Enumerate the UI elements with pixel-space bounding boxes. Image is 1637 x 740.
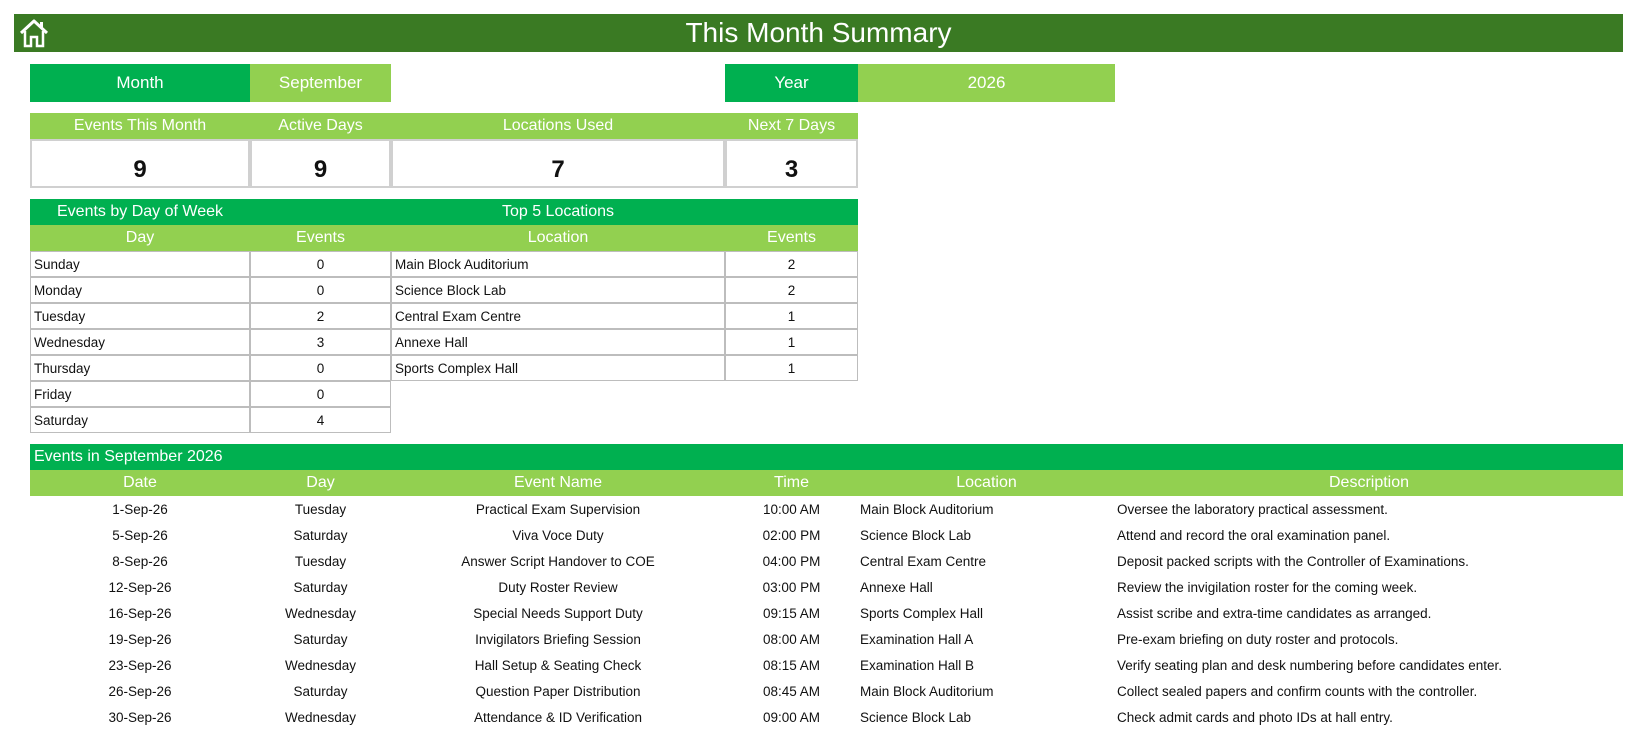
kpi-label-events-this-month: Events This Month bbox=[30, 113, 250, 139]
title-bar bbox=[14, 14, 1623, 52]
event-name: Practical Exam Supervision bbox=[475, 502, 641, 517]
event-date: 8-Sep-26 bbox=[112, 554, 168, 569]
event-description: Oversee the laboratory practical assessment. bbox=[1117, 502, 1388, 517]
by-day-row-day: Saturday bbox=[30, 407, 250, 433]
event-time: 08:45 AM bbox=[762, 684, 821, 699]
by-day-row-events: 4 bbox=[250, 407, 391, 433]
event-date: 1-Sep-26 bbox=[112, 502, 168, 517]
event-date: 23-Sep-26 bbox=[108, 658, 172, 673]
event-day: Wednesday bbox=[284, 658, 357, 673]
top-location-events: 2 bbox=[725, 277, 858, 303]
by-day-row-events: 0 bbox=[250, 355, 391, 381]
top-location-events: 1 bbox=[725, 303, 858, 329]
top-location-events: 2 bbox=[725, 251, 858, 277]
events-title: Events in September 2026 bbox=[30, 444, 1623, 470]
month-label: Month bbox=[30, 64, 250, 102]
event-name: Invigilators Briefing Session bbox=[475, 632, 641, 647]
by-day-row-day: Sunday bbox=[30, 251, 250, 277]
event-day: Saturday bbox=[293, 580, 348, 595]
event-time: 04:00 PM bbox=[762, 554, 821, 569]
by-day-row-events: 3 bbox=[250, 329, 391, 355]
event-name: Answer Script Handover to COE bbox=[461, 554, 655, 569]
event-description: Verify seating plan and desk numbering before candidates enter. bbox=[1117, 658, 1503, 673]
event-location: Examination Hall A bbox=[860, 632, 974, 647]
event-time: 09:15 AM bbox=[762, 606, 821, 621]
kpi-label-active-days: Active Days bbox=[250, 113, 391, 139]
event-name: Question Paper Distribution bbox=[475, 684, 641, 699]
by-day-row-day: Tuesday bbox=[30, 303, 250, 329]
top-locations-title: Top 5 Locations bbox=[391, 199, 725, 225]
event-name: Duty Roster Review bbox=[498, 580, 618, 595]
event-day: Tuesday bbox=[294, 502, 347, 517]
event-time: 09:00 AM bbox=[762, 710, 821, 725]
event-time: 08:15 AM bbox=[762, 658, 821, 673]
by-day-col-events: Events bbox=[250, 225, 391, 251]
event-description: Check admit cards and photo IDs at hall entry. bbox=[1117, 710, 1393, 725]
events-col-description: Description bbox=[1115, 470, 1623, 496]
event-description: Deposit packed scripts with the Controller of Examinations. bbox=[1117, 554, 1469, 569]
event-time: 10:00 AM bbox=[762, 502, 821, 517]
event-day: Tuesday bbox=[294, 554, 347, 569]
event-time: 08:00 AM bbox=[762, 632, 821, 647]
kpi-value-next-7-days: 3 bbox=[725, 139, 858, 188]
event-date: 26-Sep-26 bbox=[108, 684, 172, 699]
event-location: Main Block Auditorium bbox=[860, 684, 994, 699]
event-location: Main Block Auditorium bbox=[860, 502, 994, 517]
by-day-col-day: Day bbox=[30, 225, 250, 251]
by-day-row-day: Friday bbox=[30, 381, 250, 407]
by-day-row-events: 0 bbox=[250, 277, 391, 303]
top-location-events: 1 bbox=[725, 329, 858, 355]
top-location-name: Sports Complex Hall bbox=[391, 355, 725, 381]
event-location: Sports Complex Hall bbox=[860, 606, 984, 621]
event-name: Hall Setup & Seating Check bbox=[474, 658, 642, 673]
top-locations-col-location: Location bbox=[391, 225, 725, 251]
event-date: 5-Sep-26 bbox=[112, 528, 168, 543]
by-day-row-events: 0 bbox=[250, 381, 391, 407]
event-location: Science Block Lab bbox=[860, 528, 972, 543]
month-value[interactable]: September bbox=[250, 64, 391, 102]
page-title: This Month Summary bbox=[685, 17, 952, 48]
event-date: 30-Sep-26 bbox=[108, 710, 172, 725]
event-date: 12-Sep-26 bbox=[108, 580, 172, 595]
event-day: Saturday bbox=[293, 528, 348, 543]
year-value[interactable]: 2026 bbox=[858, 64, 1115, 102]
event-day: Saturday bbox=[293, 632, 348, 647]
events-col-date: Date bbox=[30, 470, 250, 496]
kpi-label-next-7-days: Next 7 Days bbox=[725, 113, 858, 139]
event-location: Science Block Lab bbox=[860, 710, 972, 725]
top-location-name: Science Block Lab bbox=[391, 277, 725, 303]
events-col-time: Time bbox=[725, 470, 858, 496]
event-location: Examination Hall B bbox=[860, 658, 975, 673]
top-location-name: Annexe Hall bbox=[391, 329, 725, 355]
event-location: Central Exam Centre bbox=[860, 554, 987, 569]
by-day-row-day: Thursday bbox=[30, 355, 250, 381]
by-day-row-day: Monday bbox=[30, 277, 250, 303]
kpi-label-locations-used: Locations Used bbox=[391, 113, 725, 139]
kpi-value-active-days: 9 bbox=[250, 139, 391, 188]
event-description: Collect sealed papers and confirm counts with the controller. bbox=[1117, 684, 1478, 699]
by-day-row-events: 2 bbox=[250, 303, 391, 329]
event-date: 19-Sep-26 bbox=[108, 632, 172, 647]
events-col-location: Location bbox=[858, 470, 1115, 496]
event-description: Pre-exam briefing on duty roster and protocols. bbox=[1117, 632, 1399, 647]
by-day-row-events: 0 bbox=[250, 251, 391, 277]
year-label: Year bbox=[725, 64, 858, 102]
by-day-row-day: Wednesday bbox=[30, 329, 250, 355]
events-col-name: Event Name bbox=[391, 470, 725, 496]
kpi-value-locations-used: 7 bbox=[391, 139, 725, 188]
event-name: Attendance & ID Verification bbox=[473, 710, 643, 725]
event-time: 03:00 PM bbox=[762, 580, 821, 595]
top-locations-col-events: Events bbox=[725, 225, 858, 251]
event-day: Wednesday bbox=[284, 710, 357, 725]
event-description: Assist scribe and extra-time candidates as arranged. bbox=[1117, 606, 1432, 621]
event-description: Review the invigilation roster for the coming week. bbox=[1117, 580, 1418, 595]
top-location-name: Central Exam Centre bbox=[391, 303, 725, 329]
event-name: Special Needs Support Duty bbox=[473, 606, 643, 621]
kpi-value-events-this-month: 9 bbox=[30, 139, 250, 188]
event-date: 16-Sep-26 bbox=[108, 606, 172, 621]
top-location-events: 1 bbox=[725, 355, 858, 381]
event-day: Saturday bbox=[293, 684, 348, 699]
event-description: Attend and record the oral examination panel. bbox=[1117, 528, 1391, 543]
event-day: Wednesday bbox=[284, 606, 357, 621]
events-col-day: Day bbox=[250, 470, 391, 496]
event-name: Viva Voce Duty bbox=[512, 528, 604, 543]
event-location: Annexe Hall bbox=[860, 580, 933, 595]
top-location-name: Main Block Auditorium bbox=[391, 251, 725, 277]
event-time: 02:00 PM bbox=[762, 528, 821, 543]
by-day-title: Events by Day of Week bbox=[30, 199, 250, 225]
